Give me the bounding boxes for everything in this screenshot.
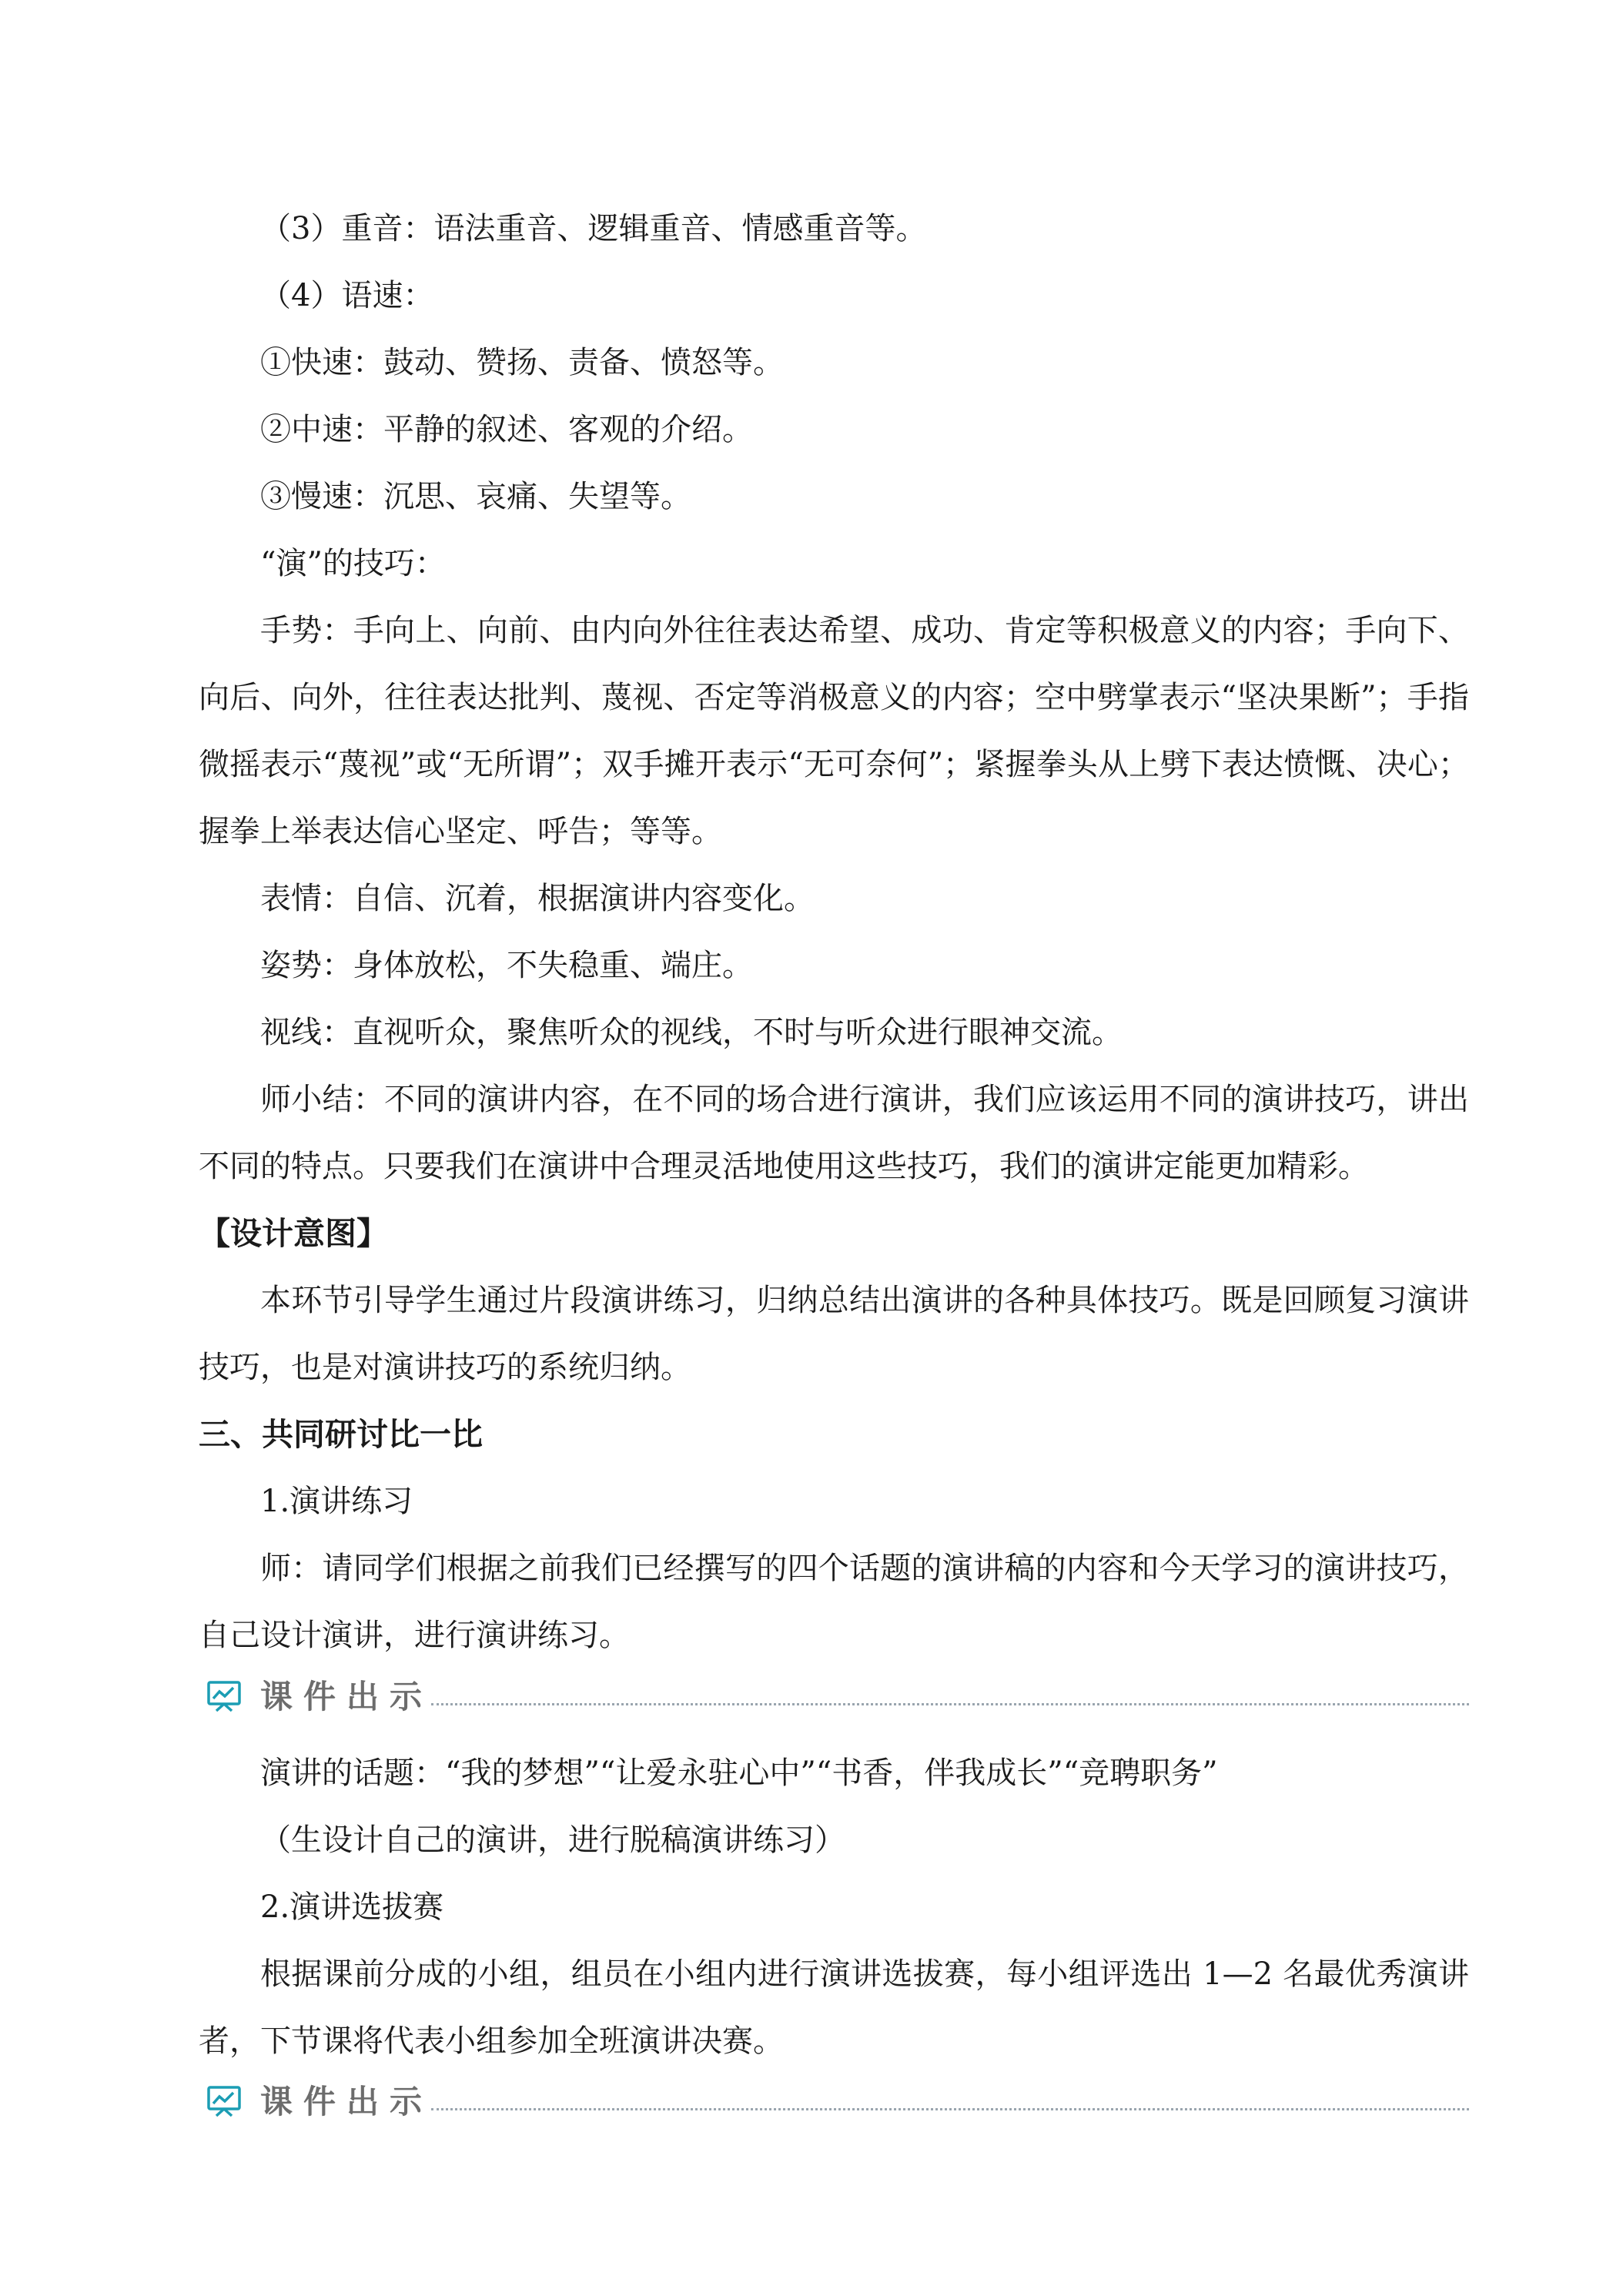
courseware-label: 课件出示: [260, 1678, 433, 1715]
dotted-divider: [431, 2108, 1469, 2110]
paragraph-practice-instructions: 师：请同学们根据之前我们已经撰写的四个话题的演讲稿的内容和今天学习的演讲技巧，自己设计演讲，进行演讲练习。: [199, 1551, 1469, 1653]
paragraph-speed-fast: ①快速：鼓动、赞扬、责备、愤怒等。: [260, 345, 784, 380]
heading-section-three: 三、共同研讨比一比: [199, 1416, 483, 1453]
paragraph-student-practice: （生设计自己的演讲，进行脱稿演讲练习）: [260, 1822, 845, 1858]
paragraph-posture: 姿势：身体放松，不失稳重、端庄。: [260, 948, 753, 983]
paragraph-practice-title: 1.演讲练习: [260, 1484, 413, 1519]
paragraph-teacher-summary: 师小结：不同的演讲内容，在不同的场合进行演讲，我们应该运用不同的演讲技巧，讲出不同的特点。只要我们在演讲中合理灵活地使用这些技巧，我们的演讲定能更加精彩。: [199, 1082, 1469, 1184]
courseware-banner: [206, 1674, 1469, 1720]
paragraph-expression: 表情：自信、沉着，根据演讲内容变化。: [260, 881, 815, 916]
dotted-divider: [431, 1703, 1469, 1705]
paragraph-gaze: 视线：直视听众，聚焦听众的视线，不时与听众进行眼神交流。: [260, 1015, 1123, 1050]
paragraph-selection-title: 2.演讲选拔赛: [260, 1889, 444, 1925]
presentation-board-icon: [206, 2085, 242, 2117]
paragraph-gesture: 手势：手向上、向前、由内向外往往表达希望、成功、肯定等积极意义的内容；手向下、向后、向外，往往表达批判、蔑视、否定等消极意义的内容；空中劈掌表示“坚决果断”；手指微摇表示“蔑视”或“无所谓”；双手摊开表示“无可奈何”；紧握拳头从上劈下表达愤慨、决心；握拳上举表达信心坚定、呼告；等等。: [199, 613, 1469, 849]
paragraph-stress: （3）重音：语法重音、逻辑重音、情感重音等。: [260, 211, 927, 246]
courseware-label: 课件出示: [260, 2083, 433, 2120]
paragraph-speed-medium: ②中速：平静的叙述、客观的介绍。: [260, 412, 753, 447]
heading-design-intent: 【设计意图】: [199, 1215, 388, 1252]
presentation-board-icon: [206, 1680, 242, 1712]
courseware-banner-2: [206, 2079, 1469, 2125]
paragraph-speed: （4）语速：: [260, 278, 434, 313]
paragraph-design-intent: 本环节引导学生通过片段演讲练习，归纳总结出演讲的各种具体技巧。既是回顾复习演讲技巧，也是对演讲技巧的系统归纳。: [199, 1283, 1469, 1385]
paragraph-acting-skills: “演”的技巧：: [260, 546, 446, 581]
paragraph-speed-slow: ③慢速：沉思、哀痛、失望等。: [260, 479, 691, 514]
paragraph-speech-topics: 演讲的话题：“我的梦想”“让爱永驻心中”“书香，伴我成长”“竞聘职务”: [260, 1755, 1218, 1791]
paragraph-selection-details: 根据课前分成的小组，组员在小组内进行演讲选拔赛，每小组评选出 1—2 名最优秀演讲者，下节课将代表小组参加全班演讲决赛。: [199, 1956, 1469, 2059]
